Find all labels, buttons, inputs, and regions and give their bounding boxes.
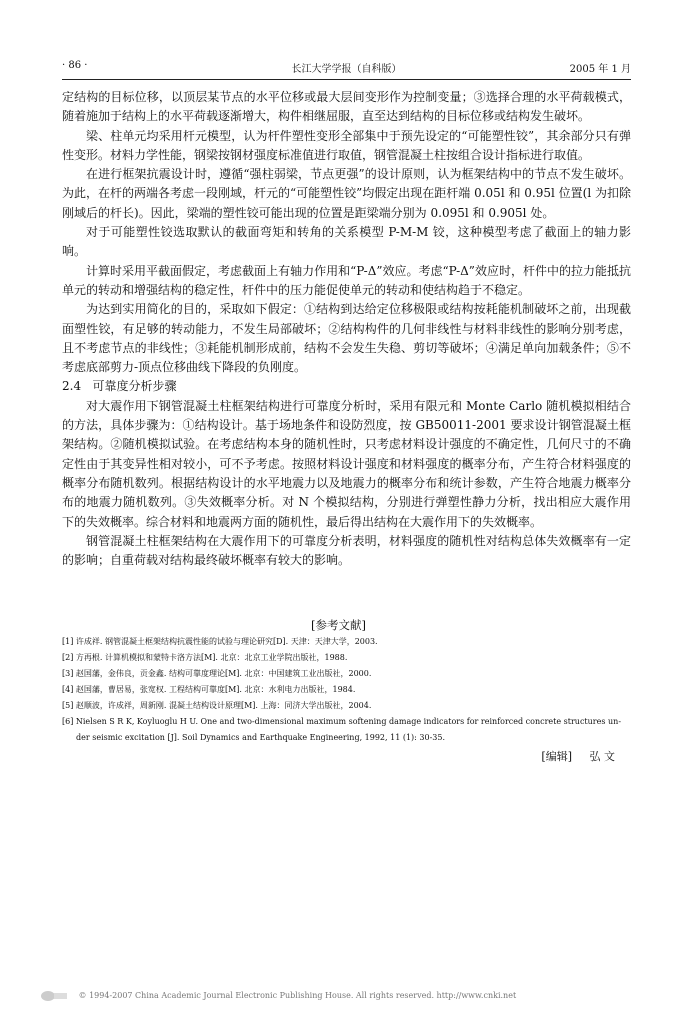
issue-date: 2005 年 1 月 bbox=[569, 64, 631, 75]
paragraph: 计算时采用平截面假定，考虑截面上有轴力作用和“P-Δ”效应。考虑“P-Δ”效应时，杆件中的拉力能抵抗单元的转动和增强结构的稳定性，杆件中的压力能促使单元的转动和使结构趋于不稳定。 bbox=[62, 263, 631, 297]
reference-item: [3] 赵国藩，金伟良，贡金鑫. 结构可靠度理论[M]. 北京：中国建筑工业出版社，2000. bbox=[62, 669, 372, 678]
section-title: 可靠度分析步骤 bbox=[92, 379, 177, 394]
editor-name: 弘 文 bbox=[589, 750, 615, 763]
page-number: · 86 · bbox=[62, 60, 88, 71]
section-number: 2.4 bbox=[62, 379, 82, 394]
journal-title: 长江大学学报（自科版） bbox=[291, 64, 402, 75]
header-rule bbox=[62, 79, 631, 80]
article-body bbox=[62, 88, 631, 570]
reference-item: [6] Nielsen S R K, Koyluoglu H U. One and two-dimensional maximum softening damage indicators for reinforced concrete structures un- bbox=[62, 717, 622, 726]
references-title: [参考文献] bbox=[311, 618, 366, 632]
page-footer bbox=[40, 990, 637, 1002]
publisher-logo-icon bbox=[40, 990, 68, 1002]
paragraph: 定结构的目标位移，以顶层某节点的水平位移或最大层间变形作为控制变量；③选择合理的水平荷载模式，随着施加于结构上的水平荷载逐渐增大，构件相继屈服，直至达到结构的目标位移或结构发生破坏。 bbox=[62, 90, 631, 124]
paragraph: 对大震作用下钢管混凝土柱框架结构进行可靠度分析时，采用有限元和 Monte Carlo 随机模拟相结合的方法，具体步骤为：①结构设计。基于场地条件和设防烈度，按 GB50011-2001 要求设计钢管混凝土框架结构。②随机模拟试验。在考虑结构本身的随机性时，只考虑材料设计强度的不确定性，几何尺寸的不确定性由于其变异性相对较小，可不予考虑。按照材料设计强度和材料强度的概率分布，产生符合材料强度的概率分布随机数列。根据结构设计的水平地震力以及地震力的概率分布和统计参数，产生符合地震力概率分布的地震力随机数列。③失效概率分析。对 N 个模拟结构，分别进行弹塑性静力分析，找出相应大震作用下的失效概率。综合材料和地震两方面的随机性，最后得出结构在大震作用下的失效概率。 bbox=[62, 398, 631, 529]
page-header bbox=[62, 60, 631, 78]
reference-item: [4] 赵国藩，曹居易，张宽权. 工程结构可靠度[M]. 北京：水利电力出版社，1984. bbox=[62, 685, 356, 694]
paragraph: 为达到实用简化的目的，采取如下假定：①结构到达给定位移极限或结构按耗能机制破坏之前，出现截面塑性铰，有足够的转动能力，不发生局部破坏；②结构构件的几何非线性与材料非线性的影响分别考虑，且不考虑节点的非线性；③耗能机制形成前，结构不会发生失稳、剪切等破坏；④满足单向加载条件；⑤不考虑底部剪力-顶点位移曲线下降段的负刚度。 bbox=[62, 302, 631, 375]
reference-item-continued: der seismic excitation [J]. Soil Dynamics and Earthquake Engineering, 1992, 11 (1): 30-35. bbox=[76, 733, 446, 742]
paragraph: 对于可能塑性铰选取默认的截面弯矩和转角的关系模型 P-M-M 铰，这种模型考虑了截面上的轴力影响。 bbox=[62, 225, 631, 259]
paragraph: 钢管混凝土柱框架结构在大震作用下的可靠度分析表明，材料强度的随机性对结构总体失效概率有一定的影响；自重荷载对结构最终破坏概率有较大的影响。 bbox=[62, 533, 631, 568]
paragraph: 在进行框架抗震设计时，遵循“强柱弱梁，节点更强”的设计原则，认为框架结构中的节点不发生破坏。为此，在杆的两端各考虑一段刚域，杆元的“可能塑性铰”均假定出现在距杆端 0.05l 和 0.95l 位置(l 为扣除刚域后的杆长)。因此，梁端的塑性铰可能出现的位置是距梁端分别为 0.095l 和 0.905l 处。 bbox=[62, 167, 631, 220]
reference-item: [1] 许成祥. 钢管混凝土框架结构抗震性能的试验与理论研究[D]. 天津：天津大学，2003. bbox=[62, 637, 378, 646]
references-list bbox=[62, 634, 631, 746]
editor-credit bbox=[541, 748, 615, 764]
section-heading bbox=[62, 377, 631, 396]
reference-item: [5] 赵顺波，许成祥，周新刚. 混凝土结构设计原理[M]. 上海：同济大学出版社，2004. bbox=[62, 701, 372, 710]
editor-label: [编辑] bbox=[541, 750, 572, 763]
paragraph: 梁、柱单元均采用杆元模型，认为杆件塑性变形全部集中于预先设定的“可能塑性铰”，其余部分只有弹性变形。材料力学性能，钢梁按钢材强度标准值进行取值，钢管混凝土柱按组合设计指标进行取值。 bbox=[62, 128, 631, 162]
copyright-text: © 1994-2007 China Academic Journal Electronic Publishing House. All rights reserved. http://www.cnki.net bbox=[78, 991, 517, 1000]
reference-item: [2] 方再根. 计算机模拟和蒙特卡洛方法[M]. 北京：北京工业学院出版社，1988. bbox=[62, 653, 348, 662]
